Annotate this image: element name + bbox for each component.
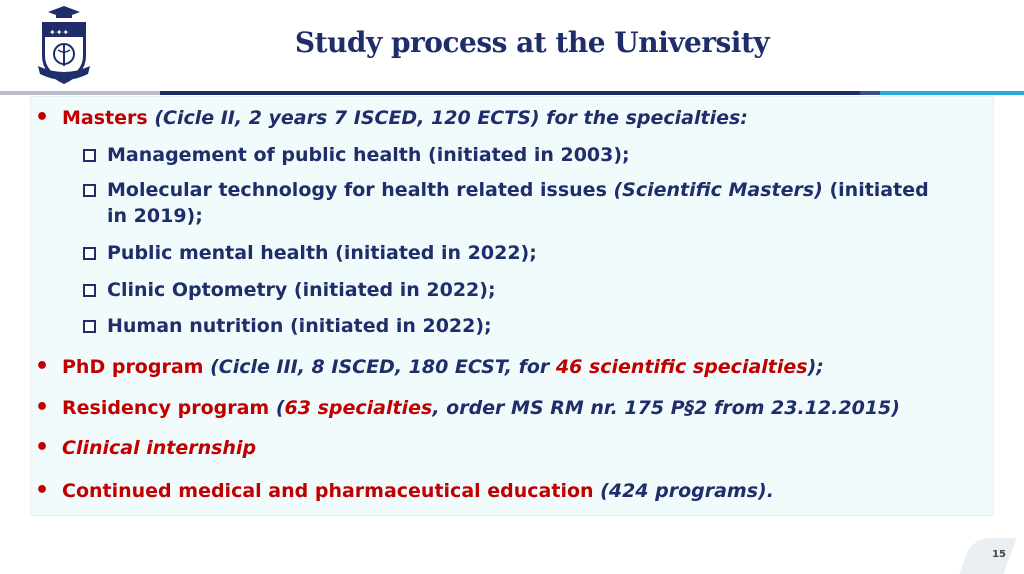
checkbox-square-icon [83, 320, 96, 333]
title-divider [0, 91, 1024, 95]
residency-label: Residency program [62, 397, 270, 419]
svg-text:✦✦✦: ✦✦✦ [49, 28, 70, 37]
bullet-dot-icon: • [35, 435, 50, 460]
masters-label: Masters [62, 107, 148, 129]
checkbox-square-icon [83, 284, 96, 297]
bullet-dot-icon: • [35, 478, 50, 503]
slide-title: Study process at the University [294, 26, 770, 59]
bullet-dot-icon: • [35, 354, 50, 379]
page-curl-decoration [959, 538, 1016, 574]
masters-detail: (Cicle II, 2 years 7 ISCED, 120 ECTS) for the specialties: [154, 107, 748, 129]
content-panel: • Masters (Cicle II, 2 years 7 ISCED, 120 ECTS) for the specialties: Management of public health (initiated in 2003); Molecular technology for health related issues (Scientific Masters) (initiated in 2019); Public mental health (initiated in 2022); Clinic Optometry (initiated in 2022); Human nutrition (initiated in 2022); • PhD program (Cicle III, 8 ISCED, 180 ECST, for 46 scientific specialties); • Residency program (63 specialties, order MS RM nr. 175 P§2 from 23.12.2015) • Clinical internship • Continued medical and pharmaceutical education (424 programs). [30, 96, 994, 516]
checkbox-square-icon [83, 184, 96, 197]
page-number: 15 [992, 549, 1006, 560]
continued-label: Continued medical and pharmaceutical education [62, 480, 594, 502]
checkbox-square-icon [83, 247, 96, 260]
bullet-dot-icon: • [35, 395, 50, 420]
checkbox-square-icon [83, 149, 96, 162]
phd-label: PhD program [62, 356, 204, 378]
internship-label: Clinical internship [62, 437, 257, 459]
bullet-dot-icon: • [35, 105, 50, 130]
